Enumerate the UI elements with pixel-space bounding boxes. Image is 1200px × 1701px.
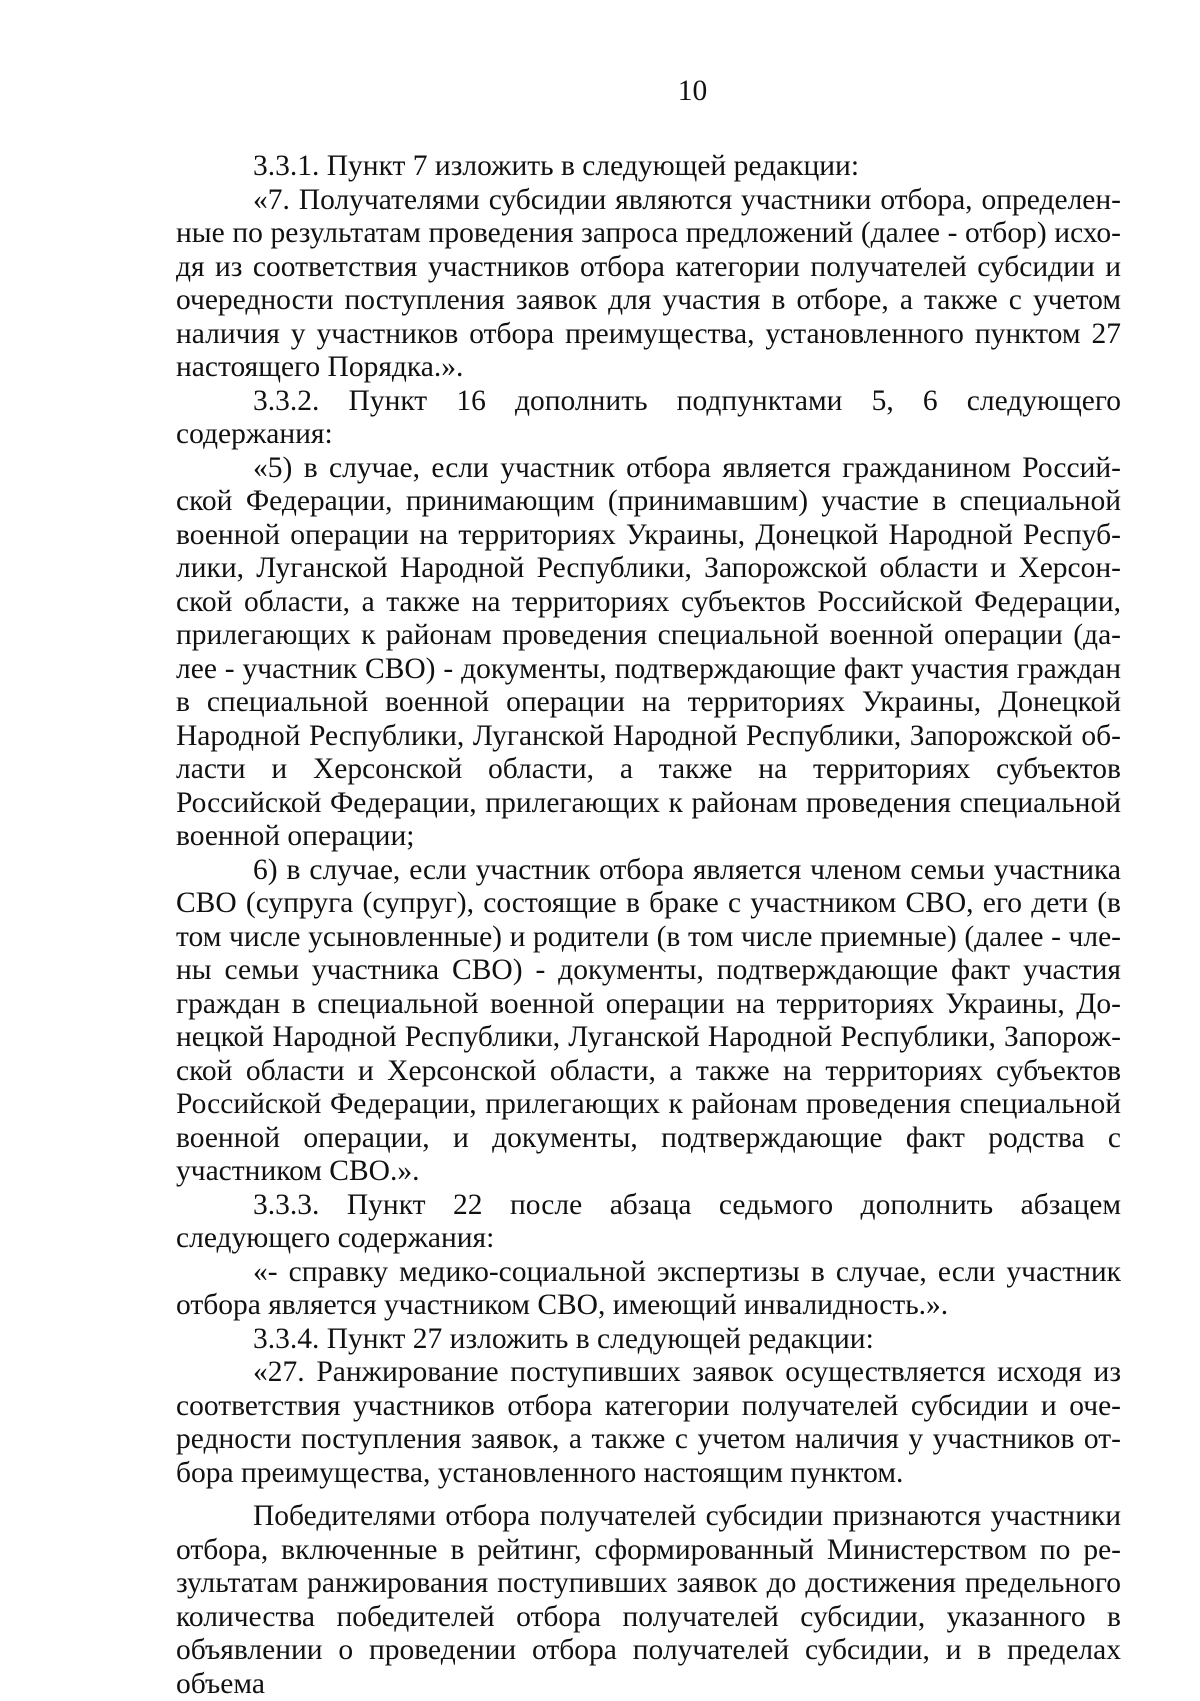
paragraph-msec-certificate: «- справку медико-социальной экспертизы в случае, если участник отбора является участником СВО, имеющий инвалидность.». (176, 1255, 1121, 1321)
paragraph-subpoint-6: 6) в случае, если участник отбора является членом семьи участника СВО (супруга (супруг), состоящие в браке с участником СВО, его дети (в том числе усыновленные) и родители (в том числе приемные) (далее - члены семьи участника СВО) - документы, подтверждающие факт участия граждан в специальной военной операции на территориях Украины, Донецкой Народной Республики, Луганской Народной Республики, Запорожской области и Херсонской области, а также на территориях субъектов Российской Федерации, прилегающих к районам проведения специальной военной операции, и документы, подтверждающие факт родства с участником СВО.». (176, 853, 1121, 1187)
page-number: 10 (677, 75, 708, 107)
paragraph-point-7-text: «7. Получателями субсидии являются участники отбора, определенные по результатам проведения запроса предложений (далее - отбор) исходя из соответствия участников отбора категории получателей субсидии и очередности поступления заявок для участия в отборе, а также с учетом наличия у участников отбора преимущества, установленного пунктом 27 настоящего Порядка.». (176, 183, 1121, 383)
paragraph-3-3-1: 3.3.1. Пункт 7 изложить в следующей редакции: (253, 150, 860, 182)
paragraph-3-3-2: 3.3.2. Пункт 16 дополнить подпунктами 5, 6 следующего содержания: (176, 384, 1121, 450)
paragraph-winners: Победителями отбора получателей субсидии признаются участники отбора, включенные в рейтинг, сформированный Министерством по результатам ранжирования поступивших заявок до достижения предельного количества победителей отбора получателей субсидии, указанного в объявлении о проведении отбора получателей субсидии, и в пределах объема (176, 1500, 1121, 1700)
document-body (176, 150, 1121, 1701)
paragraph-subpoint-5: «5) в случае, если участник отбора является гражданином Российской Федерации, принимающим (принимавшим) участие в специальной военной операции на территориях Украины, Донецкой Народной Республики, Луганской Народной Республики, Запорожской области и Херсонской области, а также на территориях субъектов Российской Федерации, прилегающих к районам проведения специальной военной операции (далее - участник СВО) - документы, подтверждающие факт участия граждан в специальной военной операции на территориях Украины, Донецкой Народной Республики, Луганской Народной Республики, Запорожской области и Херсонской области, а также на территориях субъектов Российской Федерации, прилегающих к районам проведения специальной военной операции; (176, 451, 1121, 852)
paragraph-3-3-3: 3.3.3. Пункт 22 после абзаца седьмого дополнить абзацем следующего содержания: (176, 1188, 1121, 1254)
paragraph-point-27-text: «27. Ранжирование поступивших заявок осуществляется исходя из соответствия участников отбора категории получателей субсидии и очередности поступления заявок, а также с учетом наличия у участников отбора преимущества, установленного настоящим пунктом. (176, 1356, 1121, 1489)
paragraph-3-3-4: 3.3.4. Пункт 27 изложить в следующей редакции: (253, 1322, 874, 1355)
